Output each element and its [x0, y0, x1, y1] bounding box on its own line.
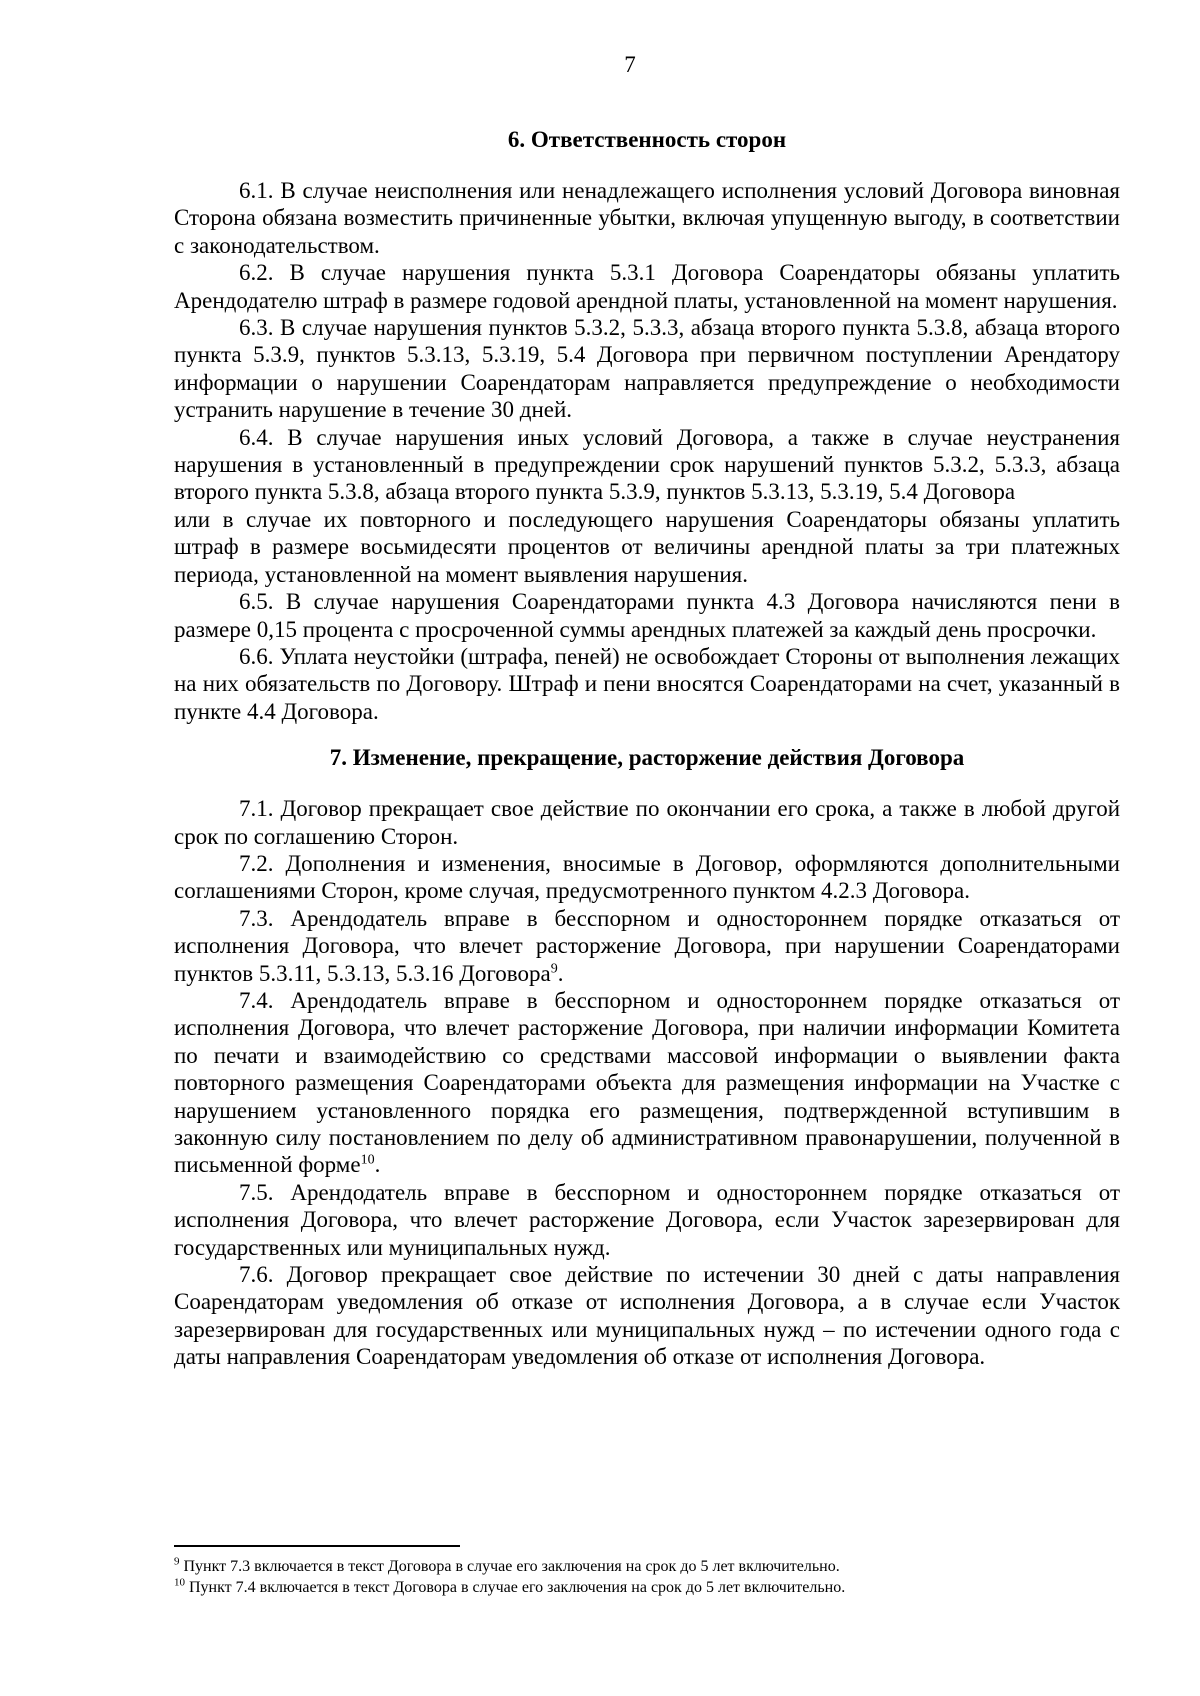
footnote-mark-10: 10 — [174, 1576, 185, 1589]
page-number: 7 — [624, 52, 636, 77]
section-7-title: 7. Изменение, прекращение, расторжение действия Договора — [329, 745, 965, 771]
paragraph-7-4-end: . — [374, 1152, 381, 1178]
paragraph-7-1: 7.1. Договор прекращает свое действие по окончании его срока, а также в любой другой срок по соглашению Сторон. — [174, 796, 1120, 849]
paragraph-6-2: 6.2. В случае нарушения пункта 5.3.1 Договора Соарендаторы обязаны уплатить Арендодателю штраф в размере годовой арендной платы, установленной на момент нарушения. — [174, 260, 1120, 313]
footnote-9 — [174, 1556, 1120, 1577]
footnotes — [174, 1556, 1120, 1598]
footnote-10 — [174, 1577, 1120, 1598]
paragraph-7-5: 7.5. Арендодатель вправе в бесспорном и одностороннем порядке отказаться от исполнения Договора, что влечет расторжение Договора, если Участок зарезервирован для государственных или муниципальных нужд. — [174, 1179, 1120, 1260]
paragraph-7-4 — [174, 987, 1120, 1179]
paragraph-6-5: 6.5. В случае нарушения Соарендаторами пункта 4.3 Договора начисляются пени в размере 0,15 процента с просроченной суммы арендных платежей за каждый день просрочки. — [174, 589, 1120, 642]
footnote-separator — [174, 1545, 460, 1547]
footnote-10-text: Пункт 7.4 включается в текст Договора в случае его заключения на срок до 5 лет включительно. — [185, 1579, 846, 1596]
paragraph-6-6: 6.6. Уплата неустойки (штрафа, пеней) не освобождает Стороны от выполнения лежащих на них обязательств по Договору. Штраф и пени вносятся Соарендаторами на счет, указанный в пункте 4.4 Договора. — [174, 643, 1120, 724]
section-6-title: 6. Ответственность сторон — [507, 127, 787, 152]
paragraph-6-3: 6.3. В случае нарушения пунктов 5.3.2, 5.3.3, абзаца второго пункта 5.3.8, абзаца второго пункта 5.3.9, пунктов 5.3.13, 5.3.19, 5.4 Договора при первичном поступлении Арендатору информации о нарушении Соарендаторам направляется предупреждение о необходимости устранить нарушение в течение 30 дней. — [174, 315, 1120, 423]
document-body — [174, 125, 1120, 1371]
paragraph-7-3-end: . — [557, 960, 564, 986]
footnote-mark-9: 9 — [174, 1555, 180, 1568]
footnote-ref-10[interactable]: 10 — [360, 1152, 375, 1168]
paragraph-6-1: 6.1. В случае неисполнения или ненадлежащего исполнения условий Договора виновная Сторона обязана возместить причиненные убытки, включая упущенную выгоду, в соответствии с законодательством. — [174, 178, 1120, 258]
paragraph-6-4: 6.4. В случае нарушения иных условий Договора, а также в случае неустранения нарушения в установленный в предупреждении срок нарушений пунктов 5.3.2, 5.3.3, абзаца второго пункта 5.3.8, абзаца второго пункта 5.3.9, пунктов 5.3.13, 5.3.19, 5.4 Договора — [174, 424, 1120, 505]
paragraph-7-6: 7.6. Договор прекращает свое действие по истечении 30 дней с даты направления Соарендаторам уведомления об отказе от исполнения Договора, а в случае если Участок зарезервирован для государственных или муниципальных нужд – по истечении одного года с даты направления Соарендаторам уведомления об отказе от исполнения Договора. — [174, 1262, 1120, 1370]
footnote-9-text: Пункт 7.3 включается в текст Договора в случае его заключения на срок до 5 лет включительно. — [179, 1558, 840, 1575]
paragraph-7-2: 7.2. Дополнения и изменения, вносимые в Договор, оформляются дополнительными соглашениями Сторон, кроме случая, предусмотренного пунктом 4.2.3 Договора. — [174, 850, 1120, 904]
paragraph-7-3 — [174, 905, 1120, 987]
paragraph-7-4-text: 7.4. Арендодатель вправе в бесспорном и одностороннем порядке отказаться от исполнения Договора, что влечет расторжение Договора, при наличии информации Комитета по печати и взаимодействию со средствами массовой информации о выявлении факта повторного размещения Соарендаторами объекта для размещения информации на Участке с нарушением установленного порядка его размещения, подтвержденной вступившим в законную силу постановлением по делу об административном правонарушении, полученной в письменной форме — [174, 987, 1120, 1178]
paragraph-6-4-continued: или в случае их повторного и последующего нарушения Соарендаторы обязаны уплатить штраф в размере восьмидесяти процентов от величины арендной платы за три платежных периода, установленной на момент выявления нарушения. — [174, 506, 1120, 587]
paragraph-7-3-text: 7.3. Арендодатель вправе в бесспорном и одностороннем порядке отказаться от исполнения Договора, что влечет расторжение Договора, при нарушении Соарендаторами пунктов 5.3.11, 5.3.13, 5.3.16 Договора — [174, 905, 1120, 986]
footnote-ref-9[interactable]: 9 — [550, 960, 558, 976]
